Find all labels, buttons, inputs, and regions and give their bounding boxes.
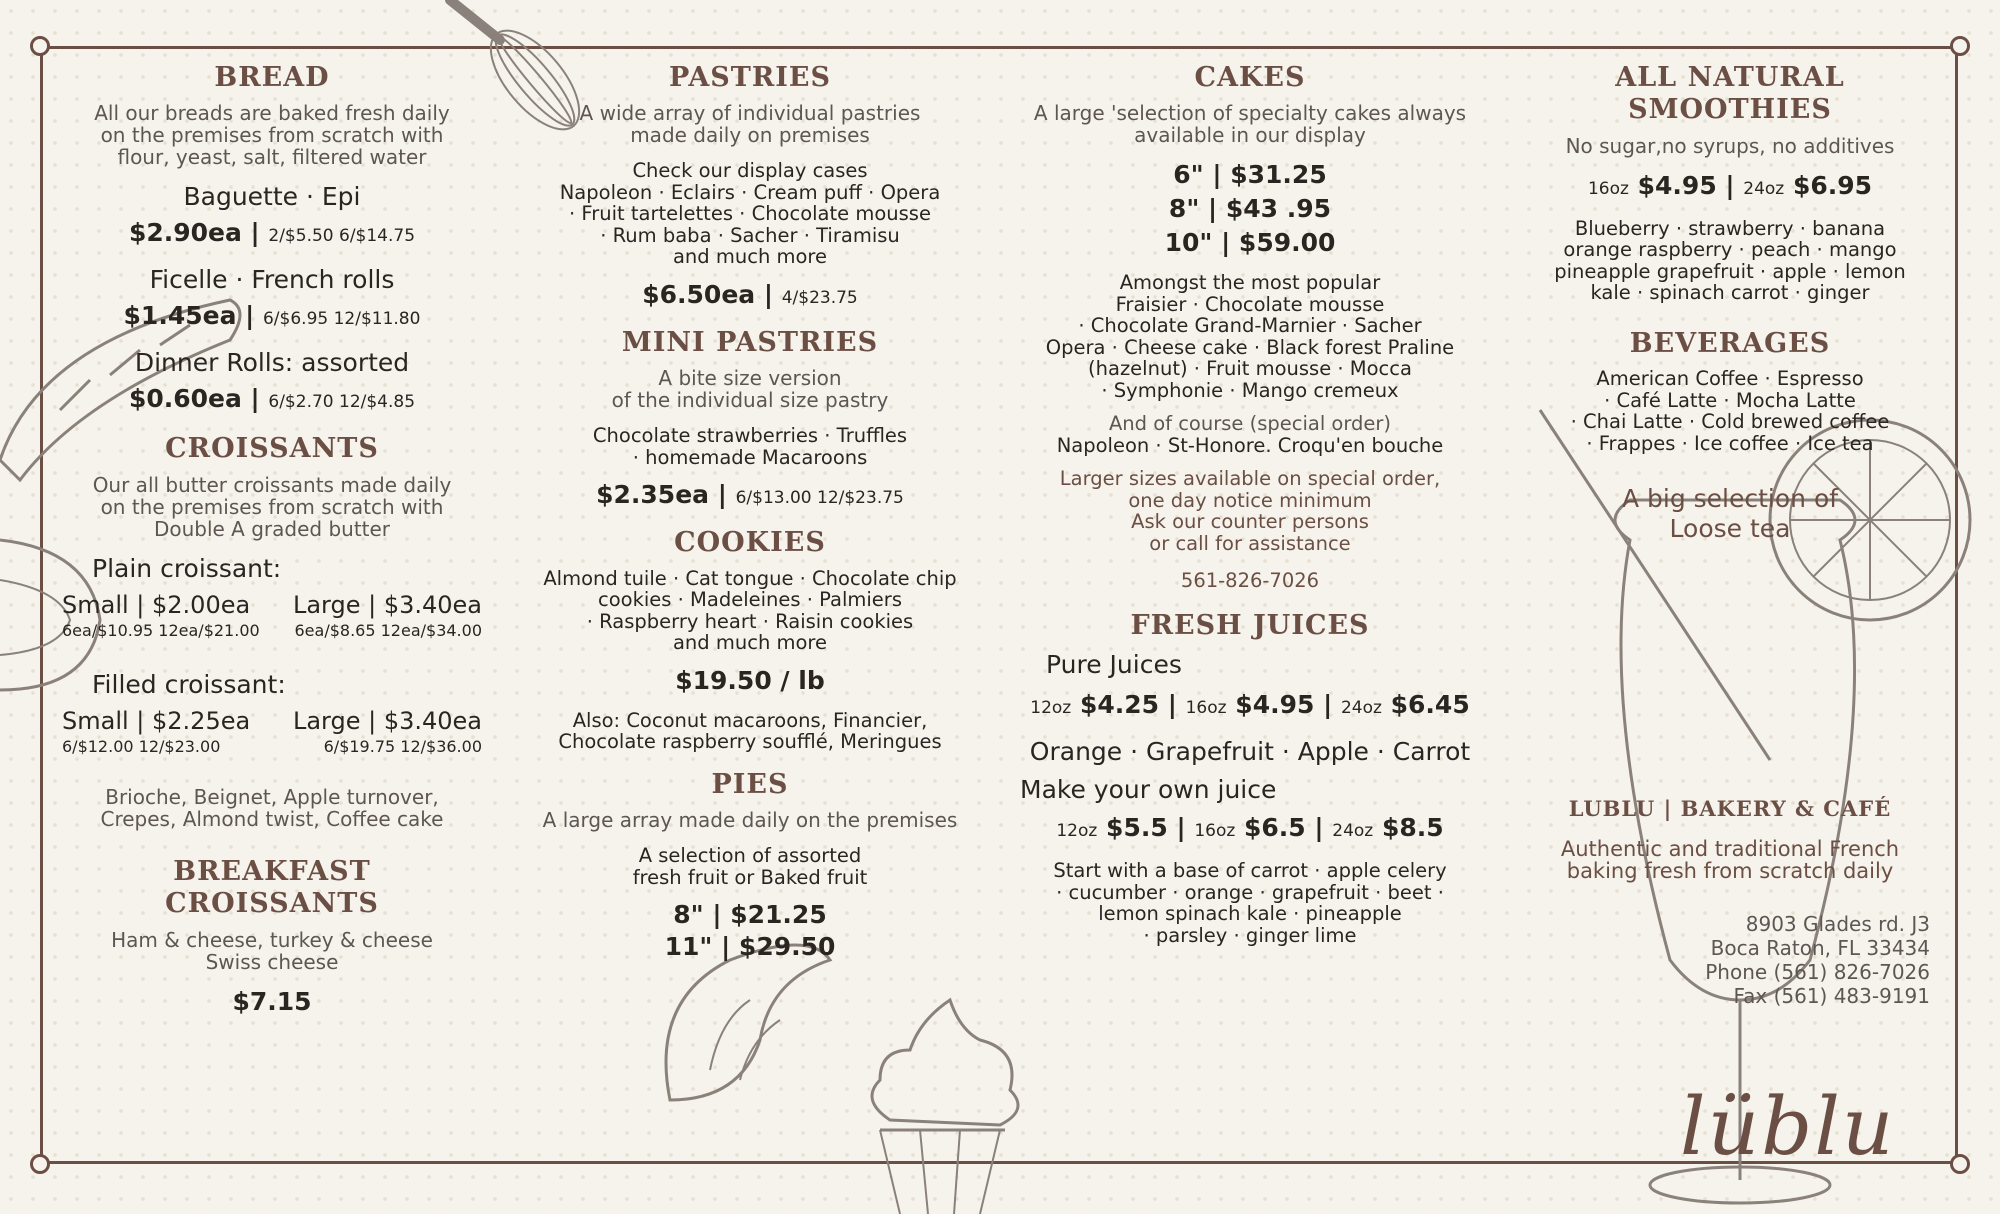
border-curl <box>30 36 50 56</box>
column-smoothies-beverages <box>1520 62 1940 1008</box>
pies-price: 8" | $21.25 <box>673 900 827 930</box>
section-title-pastries: PASTRIES <box>668 62 832 93</box>
section-title-cookies: COOKIES <box>674 527 826 559</box>
smoothies-prices: 16oz $4.95 | 24oz $6.95 <box>1587 170 1873 200</box>
pies-price: 11" | $29.50 <box>664 932 836 962</box>
pies-list: A selection of assorted fresh fruit or Baked fruit <box>632 844 868 889</box>
cakes-larger-sizes: Larger sizes available on special order, one day notice minimum Ask our counter persons or call for assistance <box>1059 467 1441 555</box>
border-curl <box>30 1154 50 1174</box>
pies-description: A large array made daily on the premises <box>542 808 958 833</box>
cakes-description: A large 'selection of specialty cakes always available in our display <box>1033 101 1467 148</box>
section-title-beverages: BEVERAGES <box>1629 327 1831 359</box>
cakes-popular: Amongst the most popular Fraisier · Chocolate mousse · Chocolate Grand-Marnier · Sacher Opera · Cheese cake · Black forest Praline (hazelnut) · Fruit mousse · Mocca · Symphonie · Mango cremeux <box>1045 271 1455 402</box>
cake-size-price: 6" | $31.25 <box>1173 160 1327 190</box>
cakes-phone: 561-826-7026 <box>1180 569 1320 593</box>
section-title-mini-pastries: MINI PASTRIES <box>621 326 879 358</box>
filled-croissant-prices: Small | $2.25ea Large | $3.40ea <box>62 706 482 735</box>
mini-list: Chocolate strawberries · Truffles · homemade Macaroons <box>592 424 908 469</box>
menu-item-price: $1.45ea | 6/$6.95 12/$11.80 <box>123 301 421 331</box>
mini-price: $2.35ea | 6/$13.00 12/$23.75 <box>596 480 904 510</box>
pastries-price: $6.50ea | 4/$23.75 <box>642 279 858 309</box>
smoothies-description: No sugar,no syrups, no additives <box>1565 133 1895 158</box>
menu-item-name: Ficelle · French rolls <box>149 265 395 295</box>
menu-item-price: $0.60ea | 6/$2.70 12/$4.85 <box>128 384 416 414</box>
business-name: LUBLU | BAKERY & CAFÉ <box>1568 796 1892 822</box>
plain-croissant-label: Plain croissant: <box>92 553 282 583</box>
lublu-logo: lüblu <box>1680 1080 1896 1173</box>
breakfast-price: $7.15 <box>232 986 312 1016</box>
own-juice-description: Start with a base of carrot · apple celery · cucumber · orange · grapefruit · beet · lemon spinach kale · pineapple · parsley · ginger lime <box>1053 859 1447 947</box>
menu-item-name: Dinner Rolls: assorted <box>134 348 410 378</box>
column-cakes-juices <box>1010 62 1490 958</box>
cookies-price: $19.50 / lb <box>675 665 825 695</box>
menu-item-name: Baguette · Epi <box>183 182 361 212</box>
column-pastries <box>520 62 980 976</box>
column-bread-croissants <box>62 62 482 1031</box>
plain-croissant-bulk: 6ea/$10.95 12ea/$21.00 6ea/$8.65 12ea/$34.00 <box>62 620 482 640</box>
filled-croissant-bulk: 6/$12.00 12/$23.00 6/$19.75 12/$36.00 <box>62 736 482 756</box>
mini-description: A bite size version of the individual size pastry <box>611 366 889 413</box>
section-title-smoothies: ALL NATURAL SMOOTHIES <box>1615 62 1845 126</box>
cake-size-price: 10" | $59.00 <box>1164 228 1336 258</box>
pure-juices-label: Pure Juices <box>1046 650 1182 680</box>
smoothies-list: Blueberry · strawberry · banana orange raspberry · peach · mango pineapple grapefruit · apple · lemon kale · spinach carrot · ginger <box>1554 216 1906 305</box>
bread-description: All our breads are baked fresh daily on the premises from scratch with flour, yeast, salt, filtered water <box>94 101 450 170</box>
own-juice-prices: 12oz $5.5 | 16oz $6.5 | 24oz $8.5 <box>1056 813 1444 843</box>
section-title-pies: PIES <box>711 768 789 800</box>
filled-croissant-label: Filled croissant: <box>92 669 286 699</box>
loose-tea-note: A big selection of Loose tea <box>1621 484 1839 544</box>
plain-croissant-prices: Small | $2.00ea Large | $3.40ea <box>62 590 482 619</box>
section-title-cakes: CAKES <box>1194 62 1306 93</box>
croissants-description: Our all butter croissants made daily on the premises from scratch with Double A graded butter <box>92 472 452 541</box>
section-title-bread: BREAD <box>214 62 330 93</box>
breakfast-description: Ham & cheese, turkey & cheese Swiss cheese <box>111 927 433 974</box>
business-tagline: Authentic and traditional French baking fresh from scratch daily <box>1560 837 1900 883</box>
cupcake-icon <box>850 1000 1040 1214</box>
cakes-special-order: And of course (special order) Napoleon · St-Honore. Croqu'en bouche <box>1056 412 1444 457</box>
section-title-fresh-juices: FRESH JUICES <box>1130 609 1370 641</box>
pastries-list: Check our display cases Napoleon · Eclairs · Cream puff · Opera · Fruit tartelettes · Chocolate mousse · Rum baba · Sacher · Tiramisu and much more <box>559 159 941 269</box>
beverages-list: American Coffee · Espresso · Café Latte · Mocha Latte · Chai Latte · Cold brewed coffee · Frappes · Ice coffee · Ice tea <box>1570 367 1890 455</box>
own-juice-label: Make your own juice <box>1020 775 1277 805</box>
cookies-also: Also: Coconut macaroons, Financier, Chocolate raspberry soufflé, Meringues <box>558 708 942 754</box>
other-pastries: Brioche, Beignet, Apple turnover, Crepes, Almond twist, Coffee cake <box>100 784 444 831</box>
section-title-croissants: CROISSANTS <box>165 433 379 465</box>
menu-item-price: $2.90ea | 2/$5.50 6/$14.75 <box>128 218 416 248</box>
pure-juices-fruits: Orange · Grapefruit · Apple · Carrot <box>1029 737 1471 767</box>
cake-size-price: 8" | $43 .95 <box>1168 194 1332 224</box>
cookies-list: Almond tuile · Cat tongue · Chocolate chip cookies · Madeleines · Palmiers · Raspberry heart · Raisin cookies and much more <box>543 566 957 655</box>
border-curl <box>1950 36 1970 56</box>
section-title-breakfast: BREAKFAST CROISSANTS <box>165 855 379 920</box>
pure-juices-prices: 12oz $4.25 | 16oz $4.95 | 24oz $6.45 <box>1030 690 1470 720</box>
business-address: 8903 Glades rd. J3 Boca Raton, FL 33434 Phone (561) 826-7026 Fax (561) 483-9191 <box>1705 912 1930 1009</box>
pastries-description: A wide array of individual pastries made daily on premises <box>579 101 921 148</box>
